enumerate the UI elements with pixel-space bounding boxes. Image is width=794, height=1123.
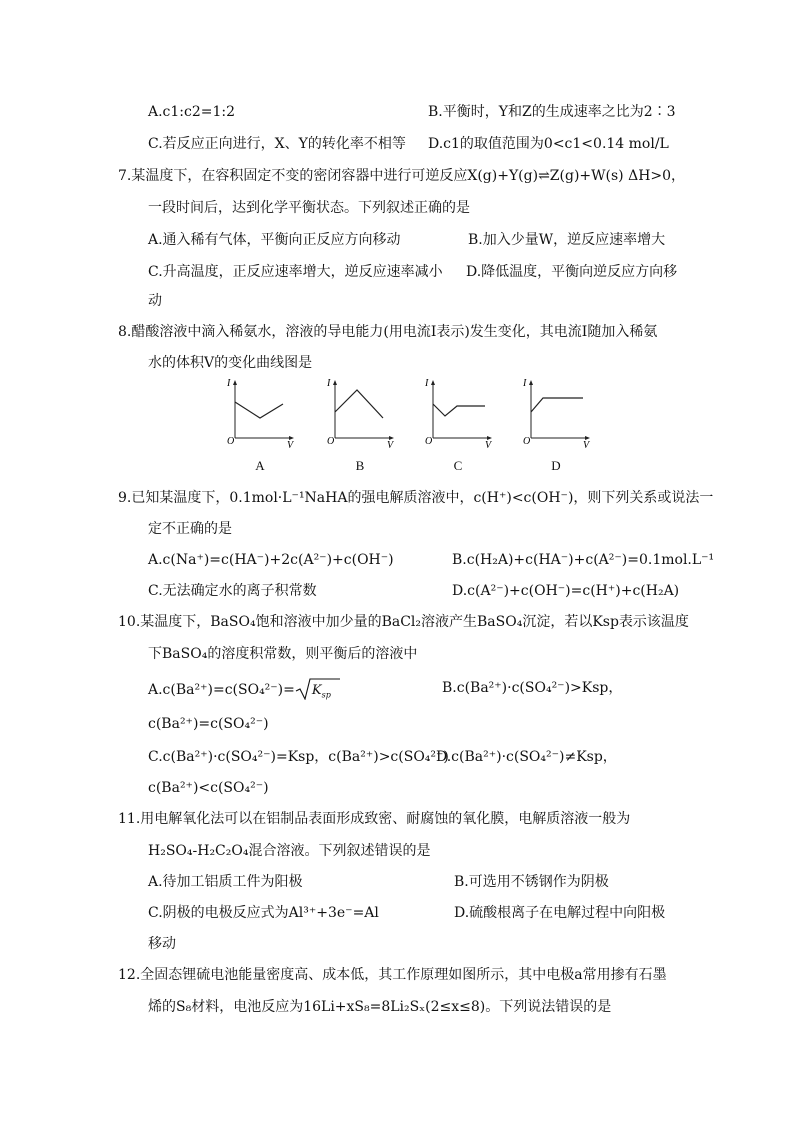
q11-stem-line1: 11.用电解氧化法可以在铝制品表面形成致密、耐腐蚀的氧化膜，电解质溶液一般为 — [118, 811, 631, 827]
q7-option-b: B.加入少量W，逆反应速率增大 — [468, 232, 666, 248]
q8-graph-label-d: D — [551, 458, 561, 473]
q8-curve-c — [433, 404, 485, 416]
q8-origin-label: O — [425, 436, 433, 447]
q8-curve-a — [235, 402, 283, 418]
q8-graph-label-b: B — [355, 458, 365, 473]
q6-option-d: D.c1的取值范围为0<c1<0.14 mol/L — [428, 136, 669, 152]
q8-axis-y-label: I — [425, 378, 429, 389]
q9-option-c: C.无法确定水的离子积常数 — [148, 583, 317, 599]
q6-option-a: A.c1:c2=1:2 — [148, 104, 236, 120]
q8-curve-d — [531, 398, 583, 412]
q8-axis-x-label: V — [485, 440, 492, 451]
q7-stem-line1: 7.某温度下，在容积固定不变的密闭容器中进行可逆反应X(g)+Y(g)⇌Z(g)+W(s) ΔH>0， — [118, 168, 686, 184]
q8-stem-line1: 8.醋酸溶液中滴入稀氨水，溶液的导电能力(用电流I表示)发生变化，其电流I随加入稀氨 — [118, 324, 658, 340]
q10-option-c: C.c(Ba²⁺)·c(SO₄²⁻)=Ksp，c(Ba²⁺)>c(SO₄²⁻) — [148, 749, 449, 765]
q11-option-d: D.硫酸根离子在电解过程中向阳极 — [454, 905, 666, 921]
q8-graph-label-c: C — [453, 458, 463, 473]
q11-stem-line2: H₂SO₄-H₂C₂O₄混合溶液。下列叙述错误的是 — [148, 843, 431, 859]
q9-stem-line2: 定不正确的是 — [148, 521, 232, 537]
q7-option-c: C.升高温度，正反应速率增大，逆反应速率减小 — [148, 264, 443, 280]
q8-axis-x-label: V — [583, 440, 590, 451]
q8-axis-y-label: I — [227, 378, 231, 389]
q9-stem-line1: 9.已知某温度下，0.1mol·L⁻¹NaHA的强电解质溶液中，c(H⁺)<c(OH⁻)，则下列关系或说法一 — [118, 490, 714, 506]
q10-option-d-continued: c(Ba²⁺)<c(SO₄²⁻) — [148, 780, 269, 796]
q8-axis-x-label: V — [287, 440, 294, 451]
sqrt-ksp-k: K — [311, 683, 322, 698]
q8-graph-d — [521, 376, 591, 476]
sqrt-ksp-symbol — [312, 681, 331, 701]
q8-graphs — [225, 376, 600, 476]
q6-option-b: B.平衡时，Y和Z的生成速率之比为2∶3 — [428, 104, 676, 120]
q8-graph-a-plot — [225, 376, 295, 450]
q8-origin-label: O — [523, 436, 531, 447]
q7-option-d-continued: 动 — [148, 293, 162, 309]
q8-origin-label: O — [227, 436, 235, 447]
q10-stem-line1: 10.某温度下，BaSO₄饱和溶液中加少量的BaCl₂溶液产生BaSO₄沉淀，若以Ksp表示该温度 — [118, 614, 689, 630]
q8-graph-label-a: A — [255, 458, 265, 473]
q6-option-c: C.若反应正向进行，X、Y的转化率不相等 — [148, 136, 406, 152]
q8-axis-y-label: I — [327, 378, 331, 389]
q10-option-d: D.c(Ba²⁺)·c(SO₄²⁻)≠Ksp， — [436, 749, 617, 765]
q10-option-b-continued: c(Ba²⁺)=c(SO₄²⁻) — [148, 716, 269, 732]
q7-stem-line2: 一段时间后，达到化学平衡状态。下列叙述正确的是 — [148, 200, 470, 216]
q11-option-d-continued: 移动 — [148, 936, 176, 952]
q10-option-a-text: A.c(Ba²⁺)=c(SO₄²⁻)= — [148, 682, 295, 698]
q11-option-c: C.阴极的电极反应式为Al³⁺+3e⁻=Al — [148, 905, 379, 921]
q8-axis-y-label: I — [523, 378, 527, 389]
q8-graph-a — [225, 376, 295, 476]
q9-option-a: A.c(Na⁺)=c(HA⁻)+2c(A²⁻)+c(OH⁻) — [148, 552, 394, 568]
q8-axis-x-label: V — [387, 440, 394, 451]
q9-option-b: B.c(H₂A)+c(HA⁻)+c(A²⁻)=0.1mol.L⁻¹ — [452, 552, 715, 568]
q8-curve-b — [335, 390, 383, 418]
q12-stem-line2: 烯的S₈材料，电池反应为16Li+xS₈=8Li₂Sₓ(2≤x≤8)。下列说法错误的是 — [148, 999, 612, 1015]
q8-stem-line2: 水的体积V的变化曲线图是 — [148, 355, 313, 371]
q8-graph-b — [325, 376, 395, 476]
q8-graph-c — [423, 376, 493, 476]
q10-option-a — [148, 678, 341, 700]
sqrt-ksp-formula — [295, 678, 341, 700]
q7-option-a: A.通入稀有气体，平衡向正反应方向移动 — [148, 232, 401, 248]
sqrt-ksp-sub: sp — [321, 690, 331, 700]
q11-option-a: A.待加工铝质工件为阳极 — [148, 874, 303, 890]
q10-option-b: B.c(Ba²⁺)·c(SO₄²⁻)>Ksp， — [442, 680, 623, 696]
q9-option-d: D.c(A²⁻)+c(OH⁻)=c(H⁺)+c(H₂A) — [452, 583, 680, 599]
q8-origin-label: O — [327, 436, 335, 447]
q12-stem-line1: 12.全固态锂硫电池能量密度高、成本低，其工作原理如图所示，其中电极a常用掺有石墨 — [118, 967, 667, 983]
q10-stem-line2: 下BaSO₄的溶度积常数，则平衡后的溶液中 — [148, 646, 418, 662]
q8-graph-b-plot — [325, 376, 395, 450]
q8-graph-d-plot — [521, 376, 591, 450]
q7-option-d: D.降低温度，平衡向逆反应方向移 — [466, 264, 678, 280]
q8-graph-c-plot — [423, 376, 493, 450]
q11-option-b: B.可选用不锈钢作为阴极 — [454, 874, 609, 890]
